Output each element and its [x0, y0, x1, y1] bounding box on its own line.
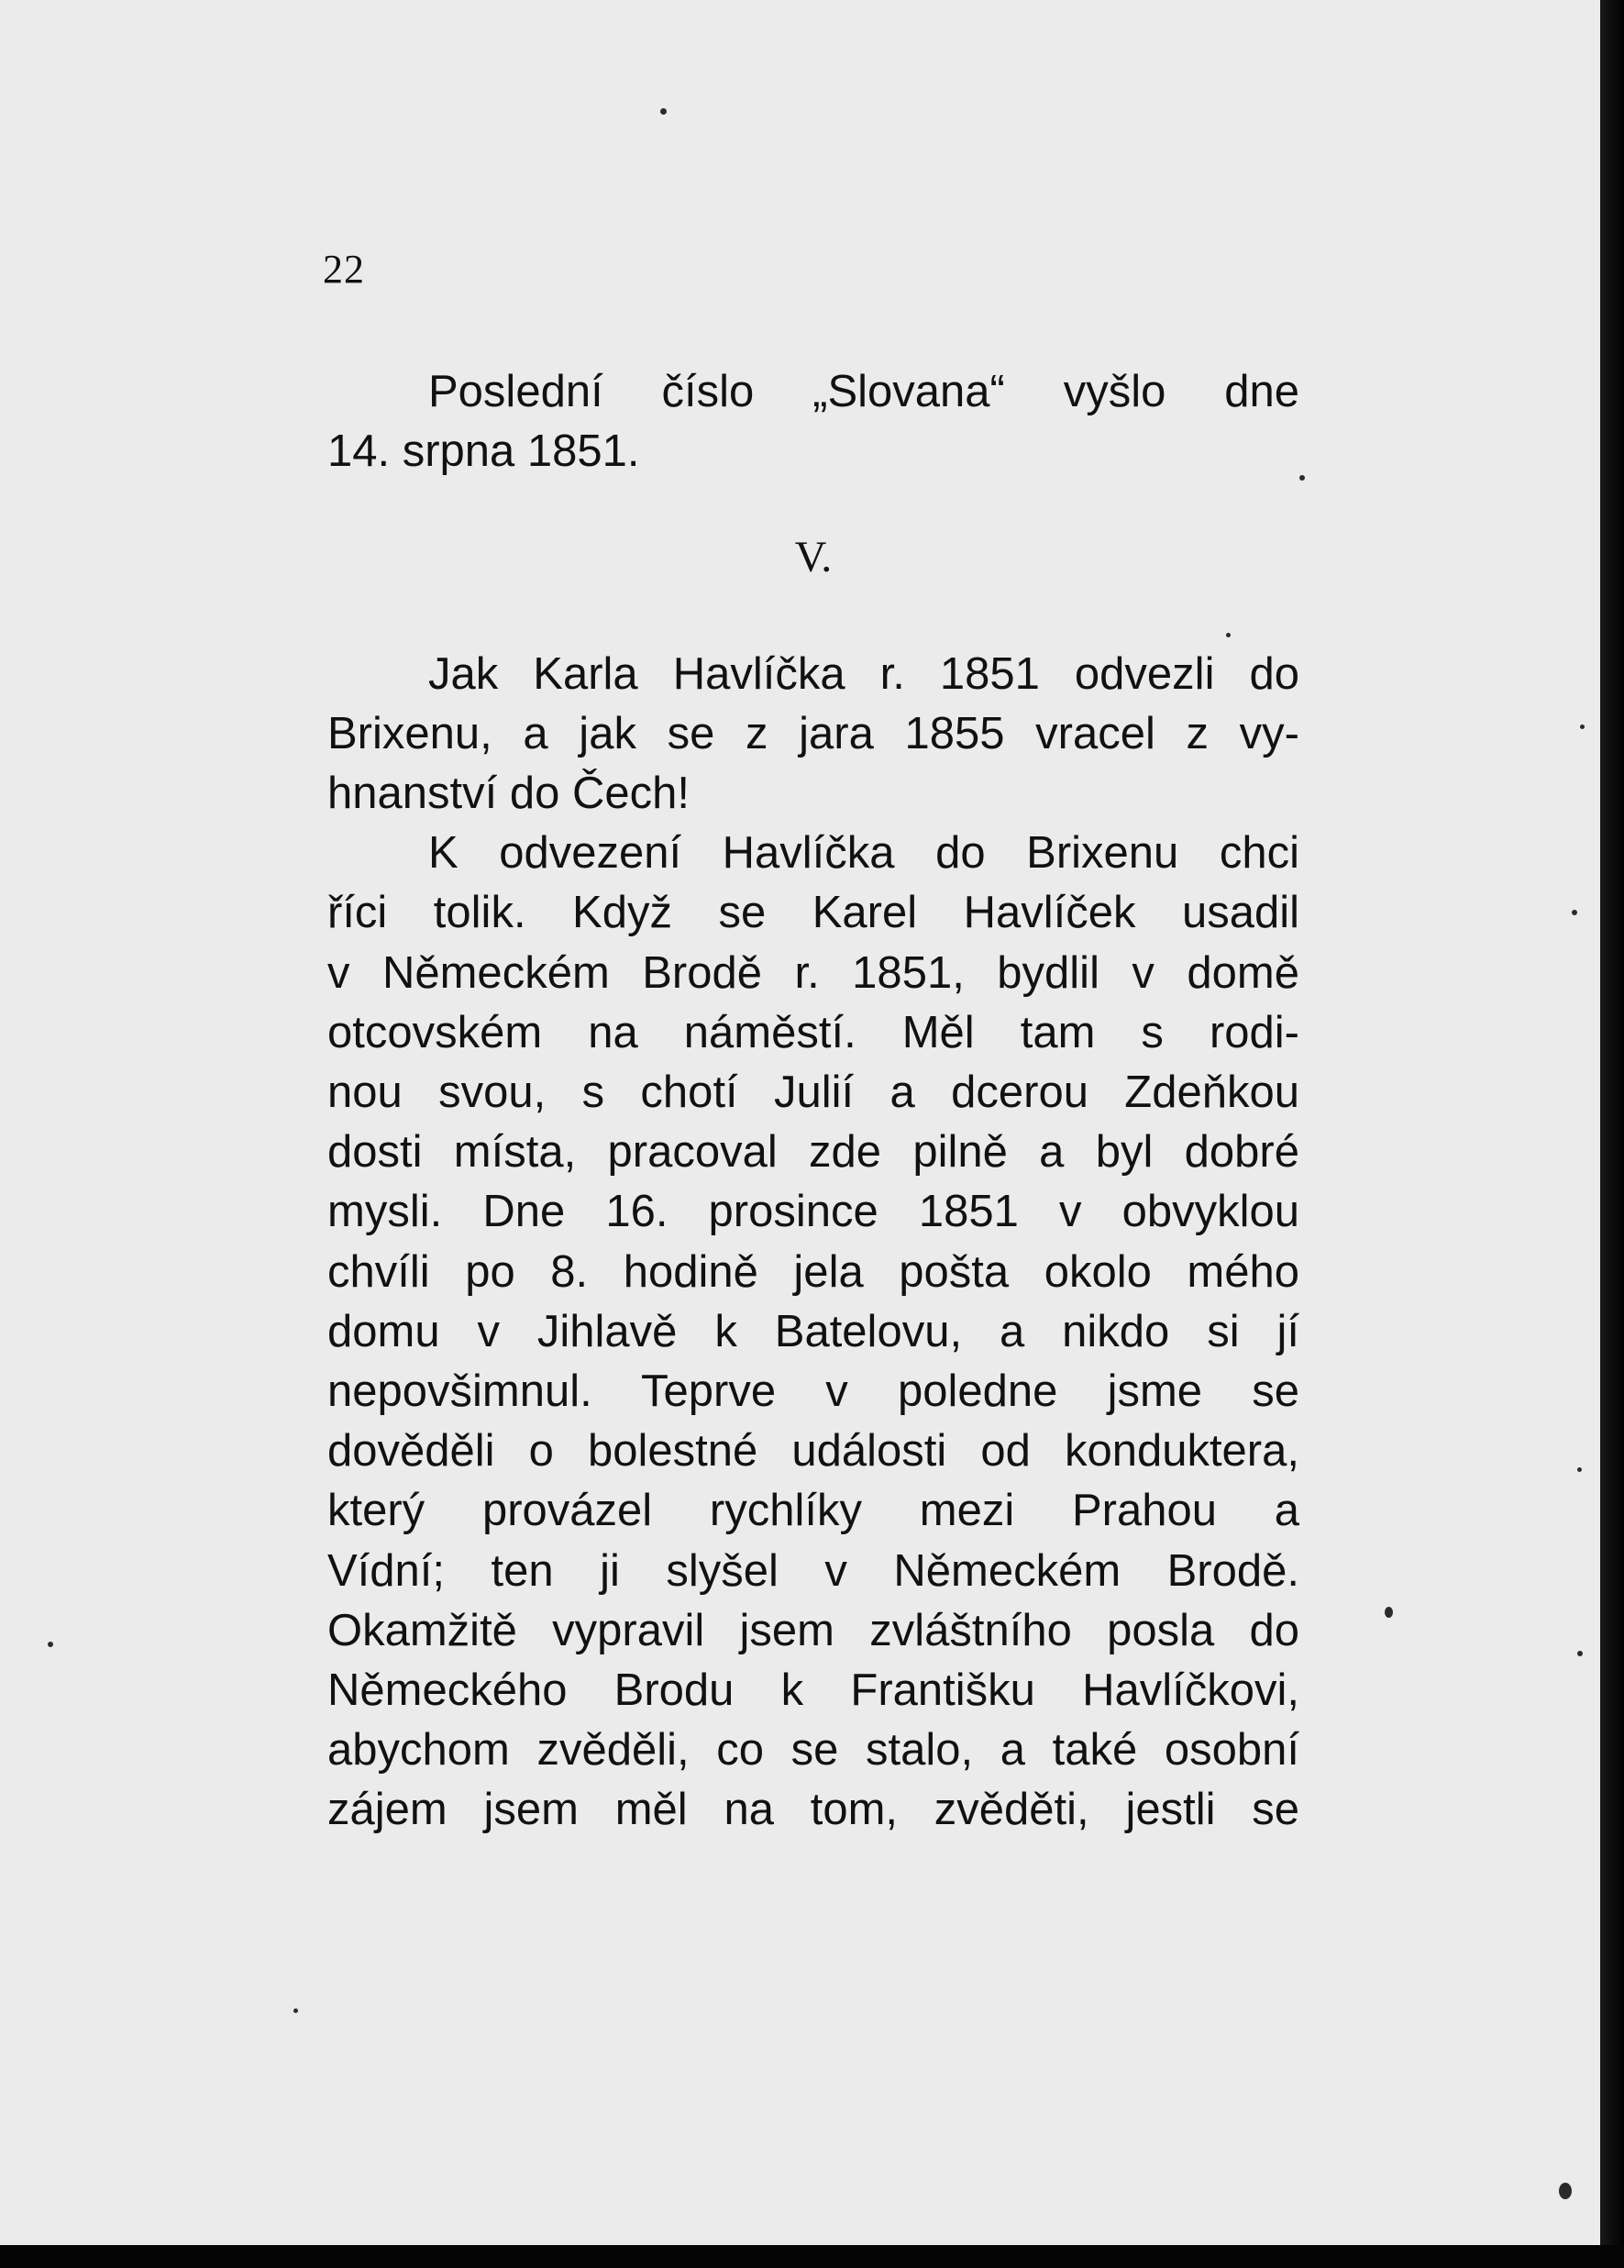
- text-line: Okamžitě vypravil jsem zvláštního posla do: [327, 1605, 1299, 1655]
- page-text: [327, 362, 1299, 1841]
- text-line: chvíli po 8. hodině jela pošta okolo mého: [327, 1246, 1299, 1297]
- text-line: který provázel rychlíky mezi Prahou a: [327, 1486, 1299, 1536]
- text-line: nou svou, s chotí Julií a dcerou Zdeňkou: [327, 1068, 1299, 1118]
- paper-speck: [1577, 1651, 1583, 1656]
- text-line: říci tolik. Když se Karel Havlíček usadil: [327, 888, 1299, 938]
- text-line: Poslední číslo „Slovana“ vyšlo dne: [428, 367, 1299, 416]
- text-line: 14. srpna 1851.: [327, 426, 640, 477]
- text-line: mysli. Dne 16. prosince 1851 v obvyklou: [327, 1187, 1299, 1237]
- page-bottom-edge: [0, 2245, 1624, 2268]
- book-spine-edge: [1600, 0, 1624, 2268]
- paper-speck: [660, 108, 667, 115]
- page-number: 22: [323, 247, 365, 292]
- text-line: domu v Jihlavě k Batelovu, a nikdo si jí: [327, 1306, 1299, 1356]
- chapter-title-line: Jak Karla Havlíčka r. 1851 odvezli do: [428, 648, 1299, 699]
- paper-speck: [1572, 910, 1577, 915]
- text-line: dosti místa, pracoval zde pilně a byl dobré: [327, 1127, 1299, 1178]
- paper-speck: [1559, 2183, 1572, 2199]
- text-line: abychom zvěděli, co se stalo, a také osobní: [327, 1725, 1299, 1776]
- chapter-title-line: hnanství do Čech!: [327, 769, 690, 819]
- text-line: Německého Brodu k Františku Havlíčkovi,: [327, 1665, 1299, 1716]
- text-line: nepovšimnul. Teprve v poledne jsme se: [327, 1366, 1299, 1417]
- text-line: zájem jsem měl na tom, zvěděti, jestli se: [327, 1785, 1299, 1835]
- text-line: dověděli o bolestné události od konduktera,: [327, 1426, 1299, 1477]
- chapter-title-line: Brixenu, a jak se z jara 1855 vracel z vy-: [327, 708, 1299, 758]
- text-line: v Německém Brodě r. 1851, bydlil v domě: [327, 947, 1299, 998]
- paper-speck: [48, 1642, 53, 1647]
- text-line: Vídní; ten ji slyšel v Německém Brodě.: [327, 1545, 1299, 1596]
- paper-speck: [1299, 475, 1305, 481]
- paper-speck: [1385, 1607, 1393, 1618]
- chapter-heading: V.: [794, 533, 833, 582]
- text-line: K odvezení Havlíčka do Brixenu chci: [428, 828, 1299, 879]
- text-line: otcovském na náměstí. Měl tam s rodi-: [327, 1007, 1299, 1057]
- paper-speck: [293, 2008, 298, 2013]
- paper-speck: [1580, 725, 1585, 729]
- paper-speck: [1577, 1467, 1582, 1472]
